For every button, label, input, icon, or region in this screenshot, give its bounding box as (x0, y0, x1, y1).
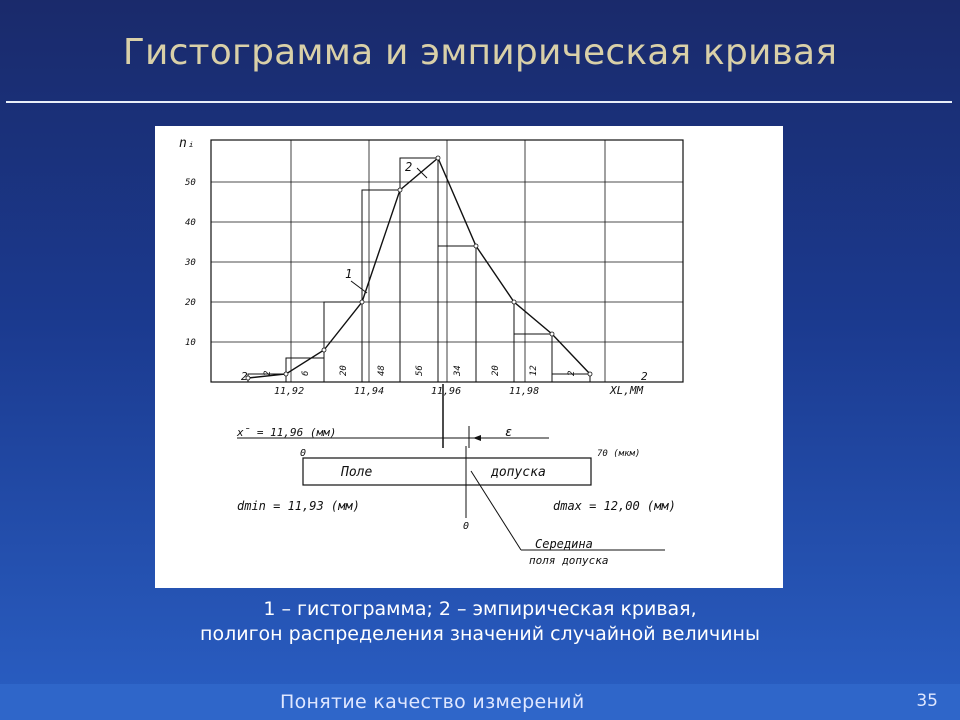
epsilon-label: ε (505, 425, 513, 439)
curve-marker: 2 (405, 160, 413, 174)
histogram-marker-leader (351, 281, 367, 293)
x-tick-label: 11,94 (354, 386, 385, 397)
curve-point (474, 244, 478, 248)
middle-label-1: Середина (535, 537, 593, 551)
footer-title: Понятие качество измерений (280, 691, 585, 713)
histogram-diagram (155, 126, 783, 588)
figure-caption (0, 597, 960, 647)
scale-label: 70 (мкм) (597, 449, 641, 459)
histogram-marker: 1 (345, 267, 353, 281)
end-count-right: 2 (641, 370, 648, 383)
empirical-polyline (248, 158, 590, 378)
curve-point (588, 372, 592, 376)
curve-marker-leader (417, 168, 427, 178)
curve-point (550, 332, 554, 336)
empirical-curve (246, 156, 592, 380)
mean-label: x̄ = 11,96 (мм) (237, 426, 337, 439)
middle-label-2: поля допуска (529, 554, 609, 567)
end-count-left: 2 (241, 370, 248, 383)
histogram-bar (400, 158, 438, 382)
curve-point (512, 300, 516, 304)
field-zero-left: 0 (300, 448, 307, 459)
y-axis-label: nᵢ (179, 136, 195, 151)
x-tick-label: 11,98 (509, 386, 540, 397)
title-divider (6, 101, 952, 103)
bar-count-label: 2 (263, 370, 273, 376)
histogram-bar (438, 246, 476, 382)
bar-count-label: 20 (491, 365, 501, 376)
bar-count-label: 48 (377, 365, 387, 376)
y-tick-label: 20 (185, 298, 196, 308)
dmax-label: dmax = 12,00 (мм) (553, 499, 676, 513)
curve-point (436, 156, 440, 160)
bar-count-label: 6 (301, 370, 311, 376)
page-number: 35 (916, 691, 938, 711)
histogram-figure (155, 126, 783, 588)
curve-point (360, 300, 364, 304)
bar-count-label: 56 (415, 365, 425, 376)
dmin-label: dmin = 11,93 (мм) (237, 499, 360, 513)
field-word-2: допуска (491, 465, 546, 480)
curve-point (398, 188, 402, 192)
curve-point (284, 372, 288, 376)
curve-point (322, 348, 326, 352)
y-tick-label: 50 (185, 178, 196, 188)
bar-count-label: 12 (529, 365, 539, 376)
bar-count-label: 34 (453, 365, 463, 376)
bar-count-label: 2 (567, 370, 577, 376)
y-tick-label: 30 (185, 258, 196, 268)
grid (211, 140, 683, 382)
x-tick-label: 11,96 (431, 386, 462, 397)
middle-leader (471, 471, 521, 550)
y-tick-label: 10 (185, 338, 196, 348)
field-zero-center: 0 (463, 521, 470, 532)
x-tick-label: 11,92 (274, 386, 305, 397)
bar-count-label: 20 (339, 365, 349, 376)
slide-title: Гистограмма и эмпирическая кривая (122, 32, 838, 73)
epsilon-arrow (473, 435, 481, 441)
field-word-1: Поле (341, 465, 373, 480)
y-tick-label: 40 (185, 218, 196, 228)
axis-labels (184, 178, 648, 397)
x-axis-label: XL,ММ (610, 384, 644, 397)
histogram-bars (248, 158, 590, 382)
caption-line-1: 1 – гистограмма; 2 – эмпирическая кривая, (263, 598, 697, 620)
caption-line-2: полигон распределения значений случайной величины (200, 623, 760, 645)
